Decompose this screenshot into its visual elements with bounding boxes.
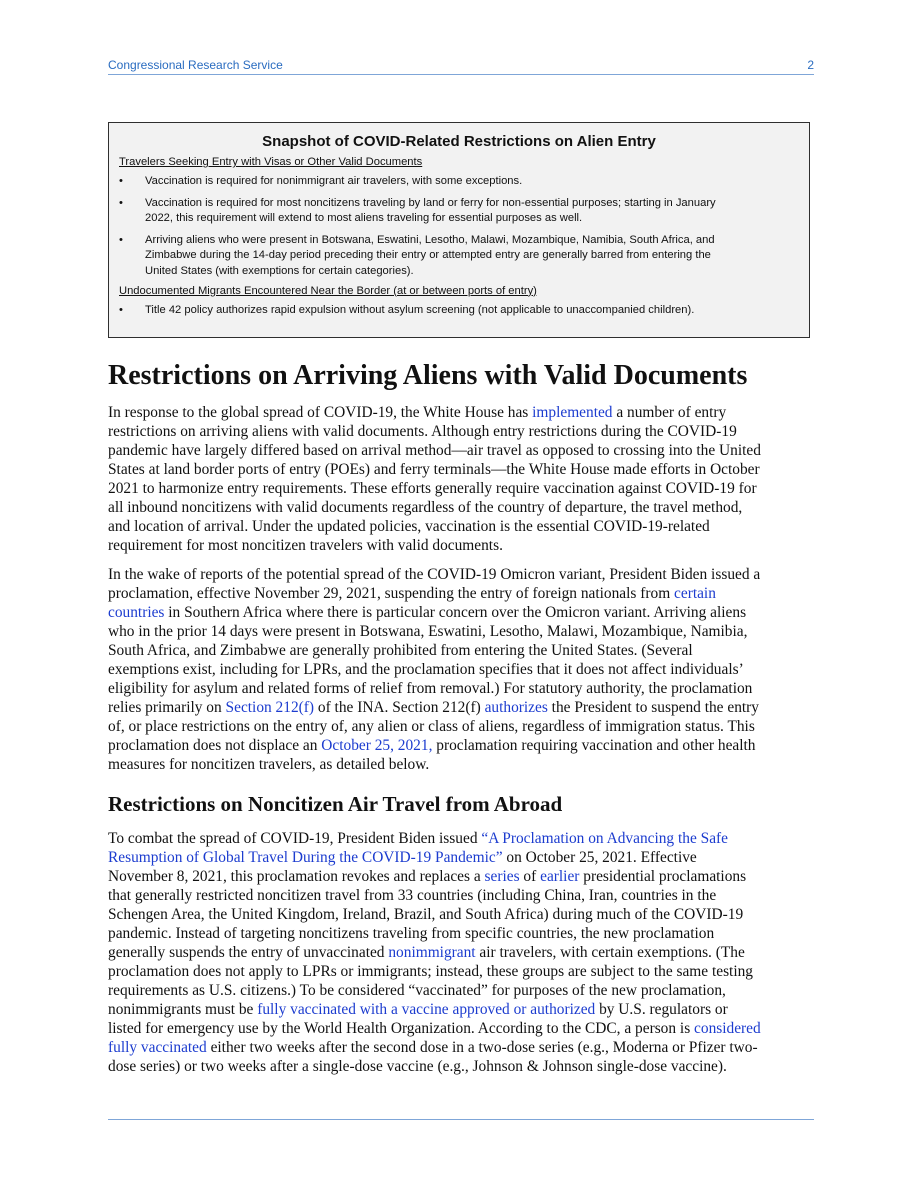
paragraph-line	[108, 584, 820, 603]
paragraph-line	[108, 1019, 820, 1038]
snapshot-title: Snapshot of COVID-Related Restrictions on Alien Entry	[262, 133, 656, 150]
text-run: and location of arrival. Under the updated policies, vaccination is the essential COVID-19-related	[108, 518, 710, 535]
text-run: dose series) or two weeks after a single-dose vaccine (e.g., Johnson & Johnson single-dose vaccine).	[108, 1058, 727, 1075]
inline-link[interactable]: earlier	[540, 868, 580, 885]
text-run: eligibility for asylum and related forms of relief from removal.) For statutory authority, the proclamation	[108, 680, 753, 697]
text-run: requirements as U.S. citizens.) To be considered “vaccinated” for purposes of the new proclamation,	[108, 982, 726, 999]
text-run: restrictions on arriving aliens with valid documents. Although entry restrictions during the COVID-19	[108, 423, 737, 440]
paragraph-line	[108, 603, 820, 622]
paragraph-line	[108, 1038, 820, 1057]
text-run: pandemic. Instead of targeting noncitizens traveling from specific countries, the new proclamation	[108, 925, 715, 942]
text-run: measures for noncitizen travelers, as detailed below.	[108, 756, 430, 773]
text-run: In the wake of reports of the potential spread of the COVID-19 Omicron variant, President Biden issued a	[108, 566, 761, 583]
text-run: South Africa, and Zimbabwe are generally prohibited from entering the United States. (Several	[108, 642, 693, 659]
paragraph-line	[108, 536, 820, 555]
snapshot-bullet-item	[119, 303, 799, 319]
text-run: listed for emergency use by the World Health Organization. According to the CDC, a person is	[108, 1020, 695, 1037]
bullet-text-line: Vaccination is required for nonimmigrant air travelers, with some exceptions.	[145, 175, 523, 187]
inline-link[interactable]: October 25, 2021,	[321, 737, 433, 754]
inline-link[interactable]: “A Proclamation on Advancing the Safe	[481, 830, 728, 847]
paragraph-line	[108, 479, 820, 498]
paragraph-line	[108, 736, 820, 755]
paragraph-line	[108, 981, 820, 1000]
header-rule	[108, 74, 814, 75]
paragraph-line	[108, 924, 820, 943]
paragraph-line	[108, 565, 820, 584]
text-run: proclamation does not apply to LPRs or immigrants; instead, these groups are subject to the same testing	[108, 963, 754, 980]
inline-link[interactable]: Resumption of Global Travel During the COVID-19 Pandemic”	[108, 849, 503, 866]
paragraph-line	[108, 517, 820, 536]
text-run: To combat the spread of COVID-19, President Biden issued	[108, 830, 482, 847]
inline-link[interactable]: authorizes	[484, 699, 548, 716]
text-run: of	[519, 868, 541, 885]
section-heading-valid-documents: Restrictions on Arriving Aliens with Valid Documents	[108, 360, 748, 391]
bullet-marker: •	[119, 175, 123, 187]
text-run: either two weeks after the second dose in a two-dose series (e.g., Moderna or Pfizer two-	[206, 1039, 758, 1056]
paragraph-line	[108, 403, 820, 422]
paragraph-line	[108, 829, 820, 848]
text-run: relies primarily on	[108, 699, 226, 716]
snapshot-section2-list	[119, 303, 799, 319]
text-run: nonimmigrants must be	[108, 1001, 258, 1018]
text-run: of, or place restrictions on the entry of, any alien or class of aliens, regardless of immigration status. This	[108, 718, 755, 735]
text-run: air travelers, with certain exemptions. (The	[475, 944, 745, 961]
inline-link[interactable]: certain	[674, 585, 716, 602]
paragraph-line	[108, 498, 820, 517]
inline-link[interactable]: nonimmigrant	[388, 944, 476, 961]
paragraph-line	[108, 962, 820, 981]
paragraph-air-travel	[108, 829, 820, 1076]
text-run: presidential proclamations	[579, 868, 747, 885]
snapshot-bullet-item	[119, 196, 799, 227]
snapshot-box	[108, 122, 810, 338]
text-run: who in the prior 14 days were present in Botswana, Eswatini, Lesotho, Malawi, Mozambique, Namibia,	[108, 623, 748, 640]
paragraph-line	[108, 1000, 820, 1019]
inline-link[interactable]: fully vaccinated	[108, 1039, 207, 1056]
text-run: a number of entry	[612, 404, 727, 421]
page-number: 2	[807, 58, 814, 72]
paragraph-line	[108, 848, 820, 867]
paragraph-omicron	[108, 565, 820, 774]
text-run: of the INA. Section 212(f)	[314, 699, 485, 716]
bullet-text-line: Arriving aliens who were present in Botswana, Eswatini, Lesotho, Malawi, Mozambique, Namibia, South Africa, and	[145, 233, 715, 246]
bullet-text-line: 2022, this requirement will extend to most aliens traveling for essential purposes as well.	[145, 212, 583, 225]
bullet-text-line: United States (with exemptions for certain categories).	[145, 264, 414, 277]
inline-link[interactable]: Section 212(f)	[225, 699, 315, 716]
text-run: that generally restricted noncitizen travel from 33 countries (including China, Iran, countries in the	[108, 887, 717, 904]
text-run: exemptions exist, including for LPRs, and the proclamation specifies that it does not affect individuals’	[108, 661, 744, 678]
paragraph-line	[108, 641, 820, 660]
text-run: in Southern Africa where there is particular concern over the Omicron variant. Arriving aliens	[164, 604, 747, 621]
snapshot-section2-heading: Undocumented Migrants Encountered Near the Border (at or between ports of entry)	[119, 284, 537, 297]
bullet-text-line: Title 42 policy authorizes rapid expulsion without asylum screening (not applicable to unaccompanied children).	[145, 303, 695, 316]
text-run: on October 25, 2021. Effective	[502, 849, 697, 866]
paragraph-line	[108, 679, 820, 698]
paragraph-intro	[108, 403, 820, 555]
text-run: proclamation does not displace an	[108, 737, 322, 754]
snapshot-section1-heading: Travelers Seeking Entry with Visas or Other Valid Documents	[119, 156, 423, 168]
paragraph-line	[108, 622, 820, 641]
header-org: Congressional Research Service	[108, 58, 283, 72]
inline-link[interactable]: fully vaccinated with a vaccine approved or authorized	[257, 1001, 596, 1018]
paragraph-line	[108, 905, 820, 924]
footer-rule	[108, 1119, 814, 1120]
text-run: requirement for most noncitizen travelers with valid documents.	[108, 537, 503, 554]
paragraph-line	[108, 867, 820, 886]
paragraph-line	[108, 886, 820, 905]
text-run: generally suspends the entry of unvaccinated	[108, 944, 389, 961]
text-run: 2021 to harmonize entry requirements. These efforts generally require vaccination against COVID-19 for	[108, 480, 757, 497]
page-header	[108, 58, 814, 74]
text-run: the President to suspend the entry	[547, 699, 759, 716]
text-run: proclamation, effective November 29, 2021, suspending the entry of foreign nationals from	[108, 585, 675, 602]
paragraph-line	[108, 755, 820, 774]
text-run: Schengen Area, the United Kingdom, Ireland, Brazil, and South Africa) during much of the COVID-19	[108, 906, 744, 923]
paragraph-line	[108, 422, 820, 441]
text-run: all inbound noncitizens with valid documents regardless of the country of departure, the travel method,	[108, 499, 743, 516]
text-run: In response to the global spread of COVID-19, the White House has	[108, 404, 533, 421]
paragraph-line	[108, 698, 820, 717]
inline-link[interactable]: countries	[108, 604, 165, 621]
text-run: November 8, 2021, this proclamation revokes and replaces a	[108, 868, 485, 885]
paragraph-line	[108, 441, 820, 460]
paragraph-line	[108, 660, 820, 679]
inline-link[interactable]: series	[484, 868, 520, 885]
bullet-text-line: Vaccination is required for most noncitizens traveling by land or ferry for non-essential purposes; starting in January	[145, 196, 716, 209]
paragraph-line	[108, 943, 820, 962]
subsection-heading-air-travel: Restrictions on Noncitizen Air Travel from Abroad	[108, 792, 563, 816]
inline-link[interactable]: considered	[694, 1020, 761, 1037]
text-run: States at land border ports of entry (POEs) and ferry terminals—the White House made efforts in October	[108, 461, 760, 478]
bullet-text-line: Zimbabwe during the 14-day period preceding their entry or attempted entry are generally barred from entering the	[145, 249, 711, 262]
paragraph-line	[108, 717, 820, 736]
bullet-marker: •	[119, 196, 123, 209]
paragraph-line	[108, 1057, 820, 1076]
paragraph-line	[108, 460, 820, 479]
inline-link[interactable]: implemented	[532, 404, 613, 421]
text-run: proclamation requiring vaccination and other health	[432, 737, 756, 754]
snapshot-bullet-item	[119, 174, 799, 190]
snapshot-bullet-item	[119, 233, 799, 280]
bullet-marker: •	[119, 233, 123, 246]
text-run: pandemic have largely differed based on arrival method—air travel as opposed to crossing into the United	[108, 442, 761, 459]
text-run: by U.S. regulators or	[595, 1001, 728, 1018]
bullet-marker: •	[119, 303, 123, 316]
snapshot-section1-list	[119, 174, 799, 280]
